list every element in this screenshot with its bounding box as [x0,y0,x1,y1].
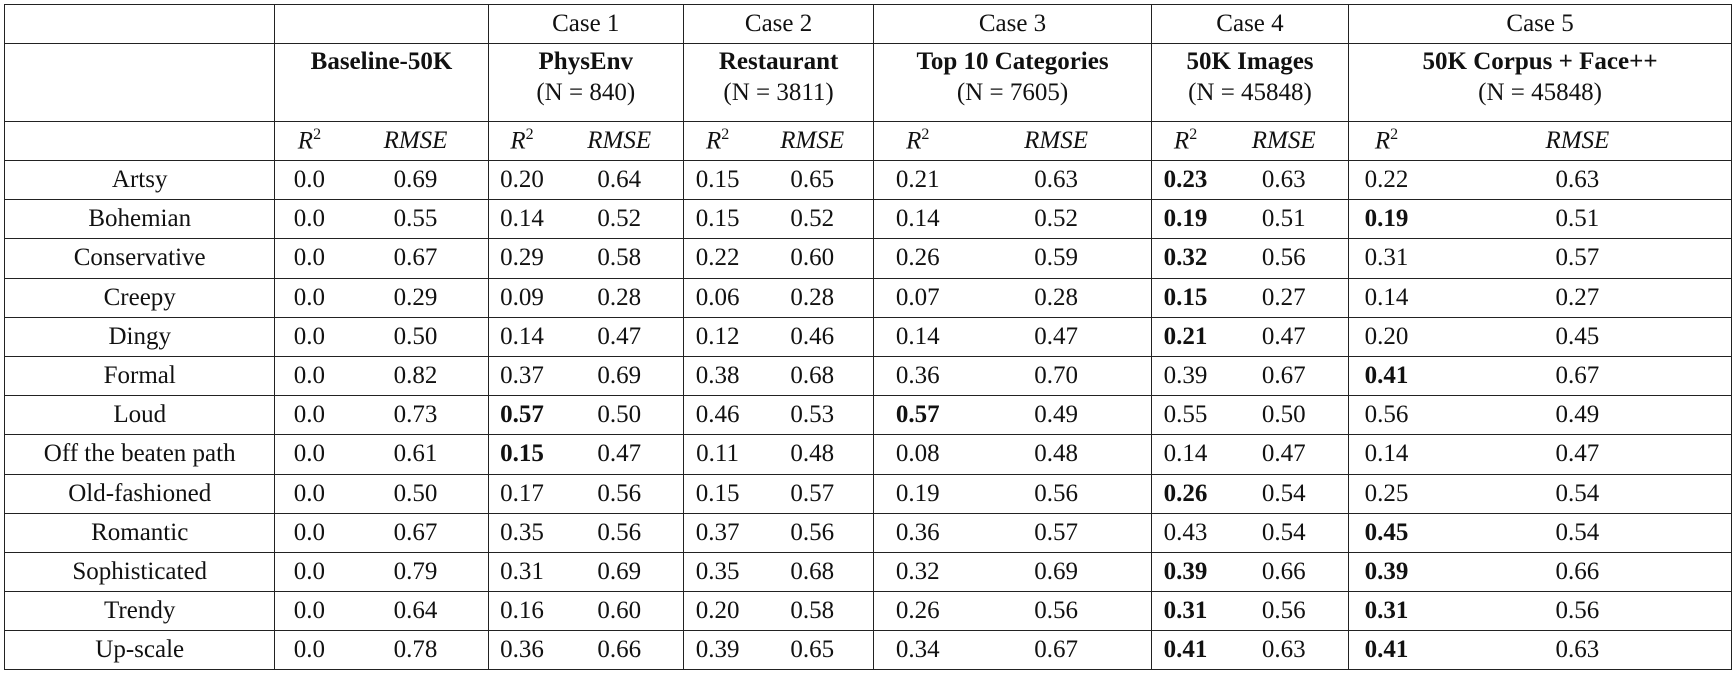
row-label: Artsy [5,161,275,200]
r2-value: 0.41 [1349,356,1424,395]
rmse-value: 0.60 [556,592,684,631]
r2-value: 0.37 [488,356,555,395]
r2-header [874,122,962,161]
r2-value: 0.15 [683,161,751,200]
table-row [5,278,1732,317]
dataset-name: 50K Corpus + Face++ [1422,48,1658,75]
r2-exponent: 2 [921,126,930,144]
r2-value: 0.21 [874,161,962,200]
r2-symbol: R [510,127,526,155]
case-header: Case 2 [683,5,873,44]
rmse-value: 0.47 [1424,435,1732,474]
row-label: Trendy [5,592,275,631]
r2-value: 0.20 [683,592,751,631]
r2-value: 0.25 [1349,474,1424,513]
table-row [5,513,1732,552]
case-header: Case 5 [1349,5,1732,44]
rmse-value: 0.45 [1424,317,1732,356]
rmse-value: 0.56 [1424,592,1732,631]
rmse-header: RMSE [343,122,488,161]
r2-value: 0.45 [1349,513,1424,552]
rmse-value: 0.64 [556,161,684,200]
rmse-value: 0.28 [751,278,873,317]
r2-symbol: R [1173,127,1190,155]
rmse-value: 0.69 [556,356,684,395]
dataset-header [1349,44,1732,122]
rmse-value: 0.54 [1424,513,1732,552]
r2-value: 0.56 [1349,396,1424,435]
r2-value: 0.14 [874,317,962,356]
r2-value: 0.0 [275,278,344,317]
r2-value: 0.39 [1349,552,1424,591]
rmse-value: 0.56 [556,474,684,513]
dataset-corner-cell [5,44,275,122]
r2-symbol: R [297,127,314,155]
rmse-value: 0.28 [556,278,684,317]
r2-value: 0.57 [874,396,962,435]
r2-value: 0.0 [275,474,344,513]
table-row [5,161,1732,200]
rmse-value: 0.66 [556,631,684,670]
row-label: Romantic [5,513,275,552]
results-table-container [4,4,1732,670]
rmse-value: 0.63 [1424,631,1732,670]
r2-value: 0.0 [275,435,344,474]
table-row [5,474,1732,513]
rmse-value: 0.61 [343,435,488,474]
row-label: Old-fashioned [5,474,275,513]
r2-value: 0.12 [683,317,751,356]
r2-value: 0.15 [683,474,751,513]
r2-value: 0.37 [683,513,751,552]
r2-value: 0.0 [275,200,344,239]
rmse-value: 0.54 [1219,513,1348,552]
rmse-value: 0.69 [343,161,488,200]
r2-value: 0.15 [488,435,555,474]
row-label: Conservative [5,239,275,278]
r2-value: 0.36 [488,631,555,670]
dataset-name: 50K Images [1186,48,1314,75]
rmse-value: 0.63 [1424,161,1732,200]
r2-value: 0.0 [275,317,344,356]
rmse-value: 0.79 [343,552,488,591]
r2-value: 0.31 [1349,239,1424,278]
rmse-value: 0.67 [343,239,488,278]
table-row [5,435,1732,474]
rmse-value: 0.47 [961,317,1151,356]
rmse-value: 0.27 [1424,278,1732,317]
dataset-n: (N = 45848) [1478,79,1602,107]
table-header [5,5,1732,161]
rmse-value: 0.57 [1424,239,1732,278]
table-row [5,631,1732,670]
rmse-value: 0.82 [343,356,488,395]
r2-value: 0.16 [488,592,555,631]
r2-value: 0.14 [488,200,555,239]
rmse-value: 0.65 [751,631,873,670]
rmse-value: 0.56 [1219,592,1348,631]
r2-symbol: R [1374,127,1391,155]
table-row [5,200,1732,239]
case-header: Case 4 [1151,5,1348,44]
metric-header-row [5,122,1732,161]
rmse-value: 0.49 [1424,396,1732,435]
rmse-value: 0.59 [961,239,1151,278]
r2-value: 0.41 [1151,631,1219,670]
rmse-value: 0.56 [556,513,684,552]
dataset-header [275,44,488,122]
rmse-value: 0.58 [751,592,873,631]
r2-value: 0.22 [1349,161,1424,200]
r2-value: 0.14 [1151,435,1219,474]
rmse-value: 0.52 [961,200,1151,239]
r2-value: 0.0 [275,396,344,435]
case-header-row [5,5,1732,44]
r2-value: 0.39 [683,631,751,670]
rmse-value: 0.69 [961,552,1151,591]
dataset-header-row [5,44,1732,122]
r2-value: 0.31 [1349,592,1424,631]
rmse-value: 0.63 [1219,161,1348,200]
rmse-value: 0.68 [751,356,873,395]
table-row [5,239,1732,278]
r2-value: 0.15 [683,200,751,239]
r2-value: 0.26 [1151,474,1219,513]
rmse-header: RMSE [1219,122,1348,161]
row-label: Formal [5,356,275,395]
rmse-value: 0.47 [556,435,684,474]
row-label: Loud [5,396,275,435]
dataset-header [683,44,873,122]
r2-value: 0.07 [874,278,962,317]
metric-corner-cell [5,122,275,161]
rmse-value: 0.70 [961,356,1151,395]
r2-value: 0.0 [275,513,344,552]
rmse-value: 0.56 [961,592,1151,631]
rmse-value: 0.51 [1219,200,1348,239]
r2-symbol: R [705,127,722,155]
rmse-value: 0.50 [1219,396,1348,435]
r2-value: 0.31 [1151,592,1219,631]
r2-symbol: R [906,127,922,155]
rmse-value: 0.49 [961,396,1151,435]
r2-exponent: 2 [1390,126,1399,144]
rmse-value: 0.63 [961,161,1151,200]
dataset-header [874,44,1152,122]
rmse-value: 0.73 [343,396,488,435]
r2-value: 0.19 [1151,200,1219,239]
rmse-value: 0.48 [751,435,873,474]
r2-value: 0.31 [488,552,555,591]
rmse-value: 0.56 [1219,239,1348,278]
r2-value: 0.0 [275,239,344,278]
r2-value: 0.35 [488,513,555,552]
dataset-name: Restaurant [718,48,839,75]
r2-value: 0.19 [874,474,962,513]
rmse-value: 0.64 [343,592,488,631]
rmse-value: 0.69 [556,552,684,591]
rmse-value: 0.57 [751,474,873,513]
rmse-value: 0.67 [343,513,488,552]
r2-value: 0.39 [1151,552,1219,591]
table-row [5,356,1732,395]
r2-value: 0.46 [683,396,751,435]
row-label: Dingy [5,317,275,356]
rmse-value: 0.46 [751,317,873,356]
r2-value: 0.43 [1151,513,1219,552]
r2-header [683,122,751,161]
r2-value: 0.11 [683,435,751,474]
rmse-value: 0.67 [1219,356,1348,395]
rmse-value: 0.65 [751,161,873,200]
rmse-value: 0.63 [1219,631,1348,670]
r2-value: 0.20 [1349,317,1424,356]
r2-value: 0.09 [488,278,555,317]
case-header: Case 1 [488,5,683,44]
r2-value: 0.0 [275,552,344,591]
r2-value: 0.17 [488,474,555,513]
r2-value: 0.41 [1349,631,1424,670]
r2-value: 0.55 [1151,396,1219,435]
rmse-value: 0.48 [961,435,1151,474]
r2-value: 0.08 [874,435,962,474]
r2-value: 0.14 [874,200,962,239]
rmse-value: 0.29 [343,278,488,317]
r2-value: 0.06 [683,278,751,317]
rmse-value: 0.66 [1424,552,1732,591]
r2-exponent: 2 [721,126,730,144]
r2-exponent: 2 [525,126,534,144]
r2-value: 0.26 [874,592,962,631]
baseline-case-cell [275,5,488,44]
rmse-value: 0.60 [751,239,873,278]
dataset-header [1151,44,1348,122]
r2-value: 0.14 [488,317,555,356]
dataset-n: (N = 7605) [956,79,1069,107]
dataset-name: Top 10 Categories [916,48,1109,75]
r2-value: 0.32 [1151,239,1219,278]
r2-value: 0.22 [683,239,751,278]
row-label: Creepy [5,278,275,317]
r2-value: 0.21 [1151,317,1219,356]
r2-value: 0.29 [488,239,555,278]
r2-value: 0.32 [874,552,962,591]
rmse-header: RMSE [1424,122,1732,161]
dataset-name: Baseline-50K [310,48,453,75]
r2-value: 0.0 [275,592,344,631]
r2-header [275,122,344,161]
rmse-value: 0.78 [343,631,488,670]
rmse-value: 0.54 [1424,474,1732,513]
r2-value: 0.0 [275,356,344,395]
r2-value: 0.26 [874,239,962,278]
rmse-value: 0.47 [1219,317,1348,356]
r2-value: 0.14 [1349,278,1424,317]
r2-value: 0.34 [874,631,962,670]
rmse-value: 0.54 [1219,474,1348,513]
rmse-value: 0.52 [751,200,873,239]
rmse-value: 0.56 [751,513,873,552]
rmse-value: 0.50 [343,317,488,356]
table-row [5,317,1732,356]
dataset-n: (N = 45848) [1188,79,1312,107]
rmse-value: 0.50 [343,474,488,513]
r2-value: 0.39 [1151,356,1219,395]
rmse-value: 0.47 [556,317,684,356]
results-table [4,4,1732,670]
r2-exponent: 2 [313,126,322,144]
dataset-n: (N = 3811) [723,79,834,107]
row-label: Bohemian [5,200,275,239]
dataset-name: PhysEnv [538,48,633,75]
r2-value: 0.23 [1151,161,1219,200]
dataset-n: (N = 840) [536,79,636,107]
rmse-value: 0.58 [556,239,684,278]
r2-value: 0.38 [683,356,751,395]
r2-value: 0.35 [683,552,751,591]
rmse-value: 0.51 [1424,200,1732,239]
rmse-value: 0.66 [1219,552,1348,591]
r2-value: 0.19 [1349,200,1424,239]
rmse-value: 0.68 [751,552,873,591]
table-body [5,161,1732,670]
r2-header [1349,122,1424,161]
corner-cell [5,5,275,44]
table-row [5,592,1732,631]
r2-header [488,122,555,161]
case-header: Case 3 [874,5,1152,44]
r2-value: 0.36 [874,513,962,552]
r2-value: 0.20 [488,161,555,200]
rmse-value: 0.53 [751,396,873,435]
rmse-value: 0.28 [961,278,1151,317]
dataset-header [488,44,683,122]
table-row [5,552,1732,591]
r2-value: 0.14 [1349,435,1424,474]
rmse-header: RMSE [556,122,684,161]
rmse-value: 0.67 [1424,356,1732,395]
rmse-value: 0.56 [961,474,1151,513]
rmse-value: 0.55 [343,200,488,239]
rmse-value: 0.50 [556,396,684,435]
rmse-value: 0.27 [1219,278,1348,317]
rmse-header: RMSE [961,122,1151,161]
r2-value: 0.0 [275,161,344,200]
row-label: Up-scale [5,631,275,670]
table-row [5,396,1732,435]
r2-exponent: 2 [1189,126,1198,144]
row-label: Off the beaten path [5,435,275,474]
r2-value: 0.57 [488,396,555,435]
row-label: Sophisticated [5,552,275,591]
rmse-header: RMSE [751,122,873,161]
rmse-value: 0.47 [1219,435,1348,474]
rmse-value: 0.67 [961,631,1151,670]
r2-header [1151,122,1219,161]
r2-value: 0.15 [1151,278,1219,317]
r2-value: 0.36 [874,356,962,395]
rmse-value: 0.57 [961,513,1151,552]
rmse-value: 0.52 [556,200,684,239]
r2-value: 0.0 [275,631,344,670]
